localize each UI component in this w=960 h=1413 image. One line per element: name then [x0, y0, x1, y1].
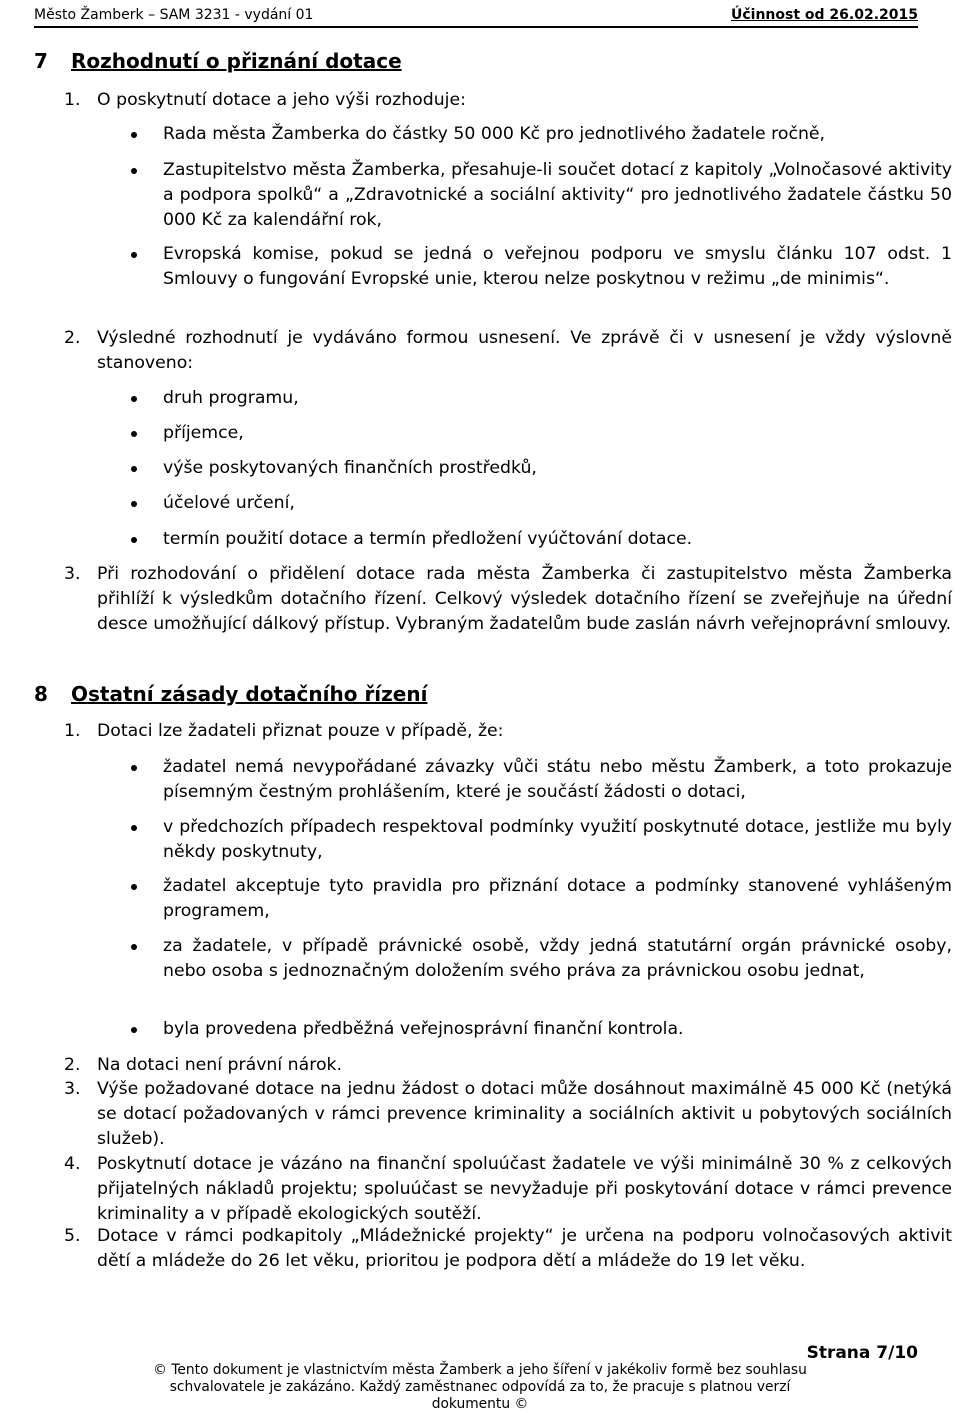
- bullet-item: Zastupitelstvo města Žamberka, přesahuje-li součet dotací z kapitoly „Volnočasové aktivity a podpora spolků“ a „Zdravotnické a sociální aktivity“ pro jednotlivého žadatele částku 50 000 Kč za kalendářní rok,: [163, 158, 952, 233]
- bullet-item: v předchozích případech respektoval podmínky využití poskytnuté dotace, jestliže mu byly někdy poskytnuty,: [163, 815, 952, 865]
- paragraph-text: Poskytnutí dotace je vázáno na finanční spoluúčast žadatele ve výši minimálně 30 % z celkových přijatelných nákladů projektu; spoluúčast se nevyžaduje při poskytování dotace v rámci prevence kriminality a v případě ekologických soutěží.: [97, 1154, 952, 1224]
- paragraph-text: Výše požadované dotace na jednu žádost o dotaci může dosáhnout maximálně 45 000 Kč (netýká se dotací požadovaných v rámci prevence kriminality a sociálních aktivit u pobytových sociálních služeb).: [97, 1079, 952, 1149]
- section-heading: [34, 681, 427, 707]
- bullet-item: žadatel nemá nevypořádané závazky vůči státu nebo městu Žamberk, a toto prokazuje písemným čestným prohlášením, které je součástí žádosti o dotaci,: [163, 755, 952, 805]
- section-number: 7: [34, 49, 48, 73]
- document-id: Město Žamberk – SAM 3231 - vydání 01: [34, 7, 314, 23]
- effective-date: Účinnost od 26.02.2015: [731, 7, 918, 23]
- numbered-paragraph: [64, 326, 952, 376]
- paragraph-text: Při rozhodování o přidělení dotace rada města Žamberka či zastupitelstvo města Žamberka přihlíží k výsledkům dotačního řízení. Celkový výsledek dotačního řízení se zveřejňuje na úřední desce umožňující dálkový přístup. Vybraným žadatelům bude zaslán návrh veřejnoprávní smlouvy.: [97, 564, 952, 634]
- section-heading: [34, 48, 402, 74]
- bullet-item: termín použití dotace a termín předložení vyúčtování dotace.: [163, 527, 952, 552]
- paragraph-number: 2.: [64, 1055, 81, 1075]
- section-number: 8: [34, 682, 48, 706]
- paragraph-text: Na dotaci není právní nárok.: [97, 1055, 343, 1075]
- page-header: [34, 4, 918, 28]
- paragraph-text: Dotace v rámci podkapitoly „Mládežnické projekty“ je určena na podporu volnočasových aktivit dětí a mládeže do 26 let věku, prioritou je podpora dětí a mládeže do 19 let věku.: [97, 1226, 952, 1271]
- numbered-paragraph: [64, 1224, 952, 1274]
- section-title: Ostatní zásady dotačního řízení: [71, 682, 428, 706]
- paragraph-number: 1.: [64, 721, 81, 741]
- section-title: Rozhodnutí o přiznání dotace: [71, 49, 402, 73]
- notice-line: schvalovatele je zakázáno. Každý zaměstnanec odpovídá za to, že pracuje s platnou verzí dokumentu ©: [169, 1379, 791, 1412]
- numbered-paragraph: [64, 1053, 952, 1078]
- bullet-item: účelové určení,: [163, 491, 952, 516]
- paragraph-text: O poskytnutí dotace a jeho výši rozhoduje:: [97, 90, 466, 110]
- page-footer: [0, 1342, 960, 1412]
- page-number: Strana 7/10: [806, 1343, 918, 1363]
- bullet-item: za žadatele, v případě právnické osobě, vždy jedná statutární orgán právnické osoby, nebo osoba s jednoznačným doložením svého práva za právnickou osobu jednat,: [163, 934, 952, 984]
- copyright-notice: [130, 1362, 830, 1413]
- paragraph-number: 4.: [64, 1154, 81, 1174]
- paragraph-number: 1.: [64, 90, 81, 110]
- bullet-item: Rada města Žamberka do částky 50 000 Kč pro jednotlivého žadatele ročně,: [163, 122, 952, 147]
- numbered-paragraph: [64, 88, 952, 113]
- bullet-item: výše poskytovaných finančních prostředků,: [163, 456, 952, 481]
- paragraph-text: Výsledné rozhodnutí je vydáváno formou usnesení. Ve zprávě či v usnesení je vždy výslovně stanoveno:: [97, 328, 952, 373]
- bullet-item: druh programu,: [163, 386, 952, 411]
- paragraph-number: 3.: [64, 1079, 81, 1099]
- numbered-paragraph: [64, 1077, 952, 1152]
- bullet-item: žadatel akceptuje tyto pravidla pro přiznání dotace a podmínky stanovené vyhlášeným programem,: [163, 874, 952, 924]
- bullet-item: byla provedena předběžná veřejnosprávní finanční kontrola.: [163, 1017, 952, 1042]
- bullet-item: Evropská komise, pokud se jedná o veřejnou podporu ve smyslu článku 107 odst. 1 Smlouvy o fungování Evropské unie, kterou nelze poskytnou v režimu „de minimis“.: [163, 242, 952, 292]
- paragraph-number: 3.: [64, 564, 81, 584]
- paragraph-number: 5.: [64, 1226, 81, 1246]
- numbered-paragraph: [64, 719, 952, 744]
- paragraph-text: Dotaci lze žadateli přiznat pouze v případě, že:: [97, 721, 504, 741]
- notice-line: © Tento dokument je vlastnictvím města Žamberk a jeho šíření v jakékoliv formě bez souhlasu: [153, 1362, 807, 1378]
- numbered-paragraph: [64, 1152, 952, 1227]
- paragraph-number: 2.: [64, 328, 81, 348]
- numbered-paragraph: [64, 562, 952, 637]
- bullet-item: příjemce,: [163, 421, 952, 446]
